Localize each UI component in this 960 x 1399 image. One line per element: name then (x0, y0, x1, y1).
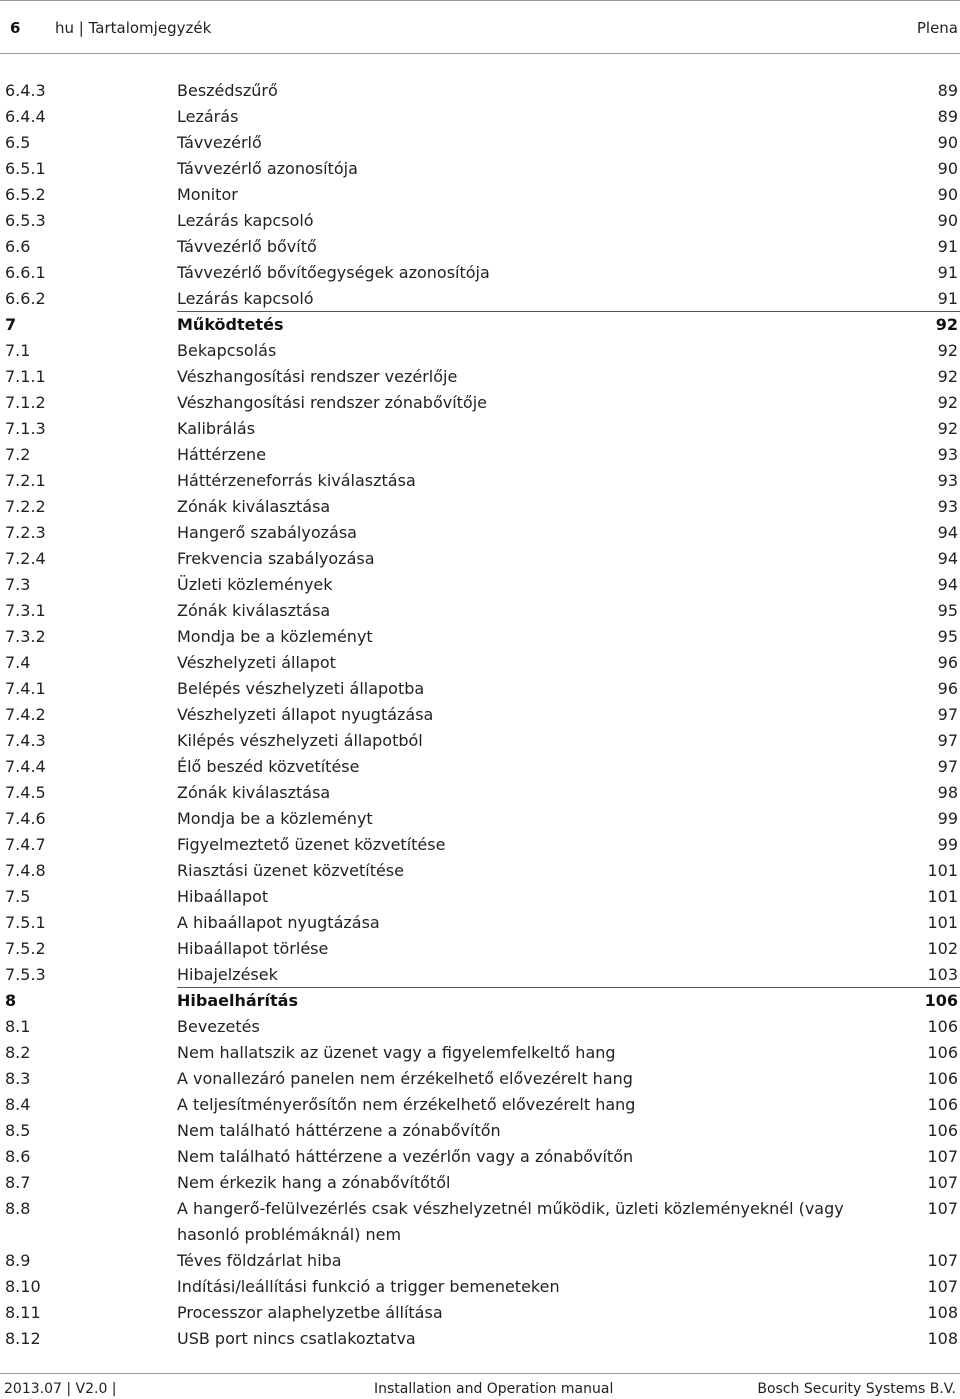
toc-entry-title: Lezárás kapcsoló (177, 289, 314, 308)
toc-entry-page: 98 (937, 783, 958, 802)
toc-row[interactable] (0, 702, 960, 728)
toc-entry-page: 106 (927, 1121, 958, 1140)
toc-entry-title: Távvezérlő (177, 133, 262, 152)
toc-entry-page: 107 (927, 1277, 958, 1296)
toc-row[interactable] (0, 208, 960, 234)
toc-entry-title: Beszédszűrő (177, 81, 278, 100)
toc-row[interactable] (0, 1170, 960, 1196)
toc-entry-title: Háttérzene (177, 445, 267, 464)
toc-entry-title: Zónák kiválasztása (177, 783, 331, 802)
toc-entry-page: 102 (927, 939, 958, 958)
toc-entry-number: 8.6 (5, 1147, 31, 1166)
header-top-rule (0, 0, 960, 1)
toc-entry-number: 7.1.3 (5, 419, 46, 438)
toc-entry-title: Nem található háttérzene a vezérlőn vagy a zónabővítőn (177, 1147, 634, 1166)
toc-entry-title: Hangerő szabályozása (177, 523, 357, 542)
footer-rule (0, 1373, 960, 1374)
toc-row[interactable] (0, 468, 960, 494)
toc-row[interactable] (0, 572, 960, 598)
toc-row[interactable] (0, 1066, 960, 1092)
toc-entry-page: 92 (937, 419, 958, 438)
toc-entry-page: 90 (937, 185, 958, 204)
toc-row[interactable] (0, 832, 960, 858)
toc-entry-page: 108 (927, 1303, 958, 1322)
toc-entry-title: Mondja be a közleményt (177, 627, 373, 646)
toc-entry-number: 8.8 (5, 1199, 31, 1218)
toc-row[interactable] (0, 156, 960, 182)
toc-entry-title: A hangerő-felülvezérlés csak vészhelyzetnél működik, üzleti közleményeknél (vagy hasonló problémáknál) nem (177, 1199, 844, 1244)
toc-entry-page: 91 (937, 237, 958, 256)
toc-row[interactable] (0, 962, 960, 988)
toc-entry-number: 8.1 (5, 1017, 31, 1036)
toc-row[interactable] (0, 1274, 960, 1300)
toc-entry-number: 7 (5, 315, 17, 334)
toc-row[interactable] (0, 1326, 960, 1352)
toc-row[interactable] (0, 234, 960, 260)
toc-entry-title: Hibaelhárítás (177, 991, 298, 1010)
toc-entry-page: 107 (927, 1173, 958, 1192)
toc-row[interactable] (0, 104, 960, 130)
toc-entry-page: 91 (937, 289, 958, 308)
toc-entry-page: 91 (937, 263, 958, 282)
toc-row[interactable] (0, 130, 960, 156)
toc-entry-title: Távvezérlő bővítő (177, 237, 317, 256)
toc-entry-title: Lezárás kapcsoló (177, 211, 314, 230)
toc-entry-page: 99 (937, 809, 958, 828)
toc-entry-number: 7.4.7 (5, 835, 46, 854)
toc-row[interactable] (0, 520, 960, 546)
toc-entry-title: Riasztási üzenet közvetítése (177, 861, 404, 880)
toc-entry-title: Bevezetés (177, 1017, 260, 1036)
toc-entry-page: 93 (937, 445, 958, 464)
toc-row[interactable] (0, 260, 960, 286)
toc-row[interactable] (0, 884, 960, 910)
toc-row[interactable] (0, 858, 960, 884)
toc-row[interactable] (0, 494, 960, 520)
toc-entry-number: 7.5.1 (5, 913, 46, 932)
toc-entry-page: 90 (937, 211, 958, 230)
toc-entry-page: 107 (927, 1199, 958, 1218)
toc-entry-title: Háttérzeneforrás kiválasztása (177, 471, 416, 490)
toc-entry-page: 94 (937, 549, 958, 568)
toc-entry-title: Lezárás (177, 107, 239, 126)
toc-entry-number: 7.3 (5, 575, 31, 594)
toc-entry-title: A teljesítményerősítőn nem érzékelhető elővezérelt hang (177, 1095, 636, 1114)
toc-row[interactable] (0, 624, 960, 650)
toc-entry-title: Zónák kiválasztása (177, 601, 331, 620)
toc-entry-page: 107 (927, 1251, 958, 1270)
toc-entry-number: 7.4 (5, 653, 31, 672)
header-title: hu | Tartalomjegyzék (55, 19, 212, 37)
toc-entry-number: 6.6 (5, 237, 31, 256)
toc-row[interactable] (0, 936, 960, 962)
toc-entry-page: 101 (927, 887, 958, 906)
toc-row[interactable] (0, 1300, 960, 1326)
toc-entry-number: 6.5.2 (5, 185, 46, 204)
toc-row[interactable] (0, 910, 960, 936)
toc-entry-page: 89 (937, 81, 958, 100)
toc-entry-number: 8.5 (5, 1121, 31, 1140)
toc-entry-page: 93 (937, 471, 958, 490)
header-chapter-number: 6 (10, 19, 21, 37)
toc-entry-number: 7.2.1 (5, 471, 46, 490)
toc-entry-number: 7.3.2 (5, 627, 46, 646)
toc-entry-number: 8.4 (5, 1095, 31, 1114)
toc-row[interactable] (0, 390, 960, 416)
toc-entry-page: 92 (935, 315, 958, 334)
toc-entry-title: Távvezérlő bővítőegységek azonosítója (177, 263, 490, 282)
toc-chapter-row[interactable] (0, 988, 960, 1014)
toc-row[interactable] (0, 650, 960, 676)
toc-entry-title: Monitor (177, 185, 238, 204)
page-header (0, 0, 960, 54)
toc-row[interactable] (0, 598, 960, 624)
toc-entry-title: Vészhelyzeti állapot nyugtázása (177, 705, 434, 724)
toc-entry-title: A hibaállapot nyugtázása (177, 913, 380, 932)
toc-entry-page: 106 (927, 1069, 958, 1088)
toc-entry-number: 7.1 (5, 341, 31, 360)
toc-entry-title: Vészhelyzeti állapot (177, 653, 336, 672)
toc-entry-title: Nem található háttérzene a zónabővítőn (177, 1121, 501, 1140)
toc-entry-number: 7.4.2 (5, 705, 46, 724)
toc-entry-title: Figyelmeztető üzenet közvetítése (177, 835, 446, 854)
toc-entry-title: USB port nincs csatlakoztatva (177, 1329, 416, 1348)
toc-entry-number: 7.1.1 (5, 367, 46, 386)
toc-entry-page: 107 (927, 1147, 958, 1166)
toc-row[interactable] (0, 1196, 960, 1248)
toc-row[interactable] (0, 338, 960, 364)
toc-entry-number: 7.2.4 (5, 549, 46, 568)
toc-entry-title: Vészhangosítási rendszer vezérlője (177, 367, 458, 386)
toc-row[interactable] (0, 78, 960, 104)
toc-entry-page: 106 (927, 1043, 958, 1062)
toc-entry-page: 108 (927, 1329, 958, 1348)
toc-entry-number: 7.4.3 (5, 731, 46, 750)
toc-entry-number: 6.4.3 (5, 81, 46, 100)
toc-entry-page: 92 (937, 341, 958, 360)
toc-entry-number: 7.4.5 (5, 783, 46, 802)
toc-entry-title: Nem érkezik hang a zónabővítőtől (177, 1173, 451, 1192)
toc-entry-title: Élő beszéd közvetítése (177, 757, 360, 776)
toc-entry-number: 7.4.8 (5, 861, 46, 880)
toc-entry-title: A vonallezáró panelen nem érzékelhető elővezérelt hang (177, 1069, 633, 1088)
toc-entry-title: Hibaállapot törlése (177, 939, 329, 958)
toc-entry-page: 99 (937, 835, 958, 854)
toc-entry-page: 93 (937, 497, 958, 516)
toc-entry-page: 97 (937, 757, 958, 776)
toc-entry-title: Processzor alaphelyzetbe állítása (177, 1303, 443, 1322)
toc-entry-number: 7.3.1 (5, 601, 46, 620)
toc-entry-title: Nem hallatszik az üzenet vagy a figyelemfelkeltő hang (177, 1043, 616, 1062)
toc-entry-number: 8.2 (5, 1043, 31, 1062)
toc-entry-page: 106 (927, 1017, 958, 1036)
footer-company: Bosch Security Systems B.V. (757, 1381, 956, 1397)
toc-row[interactable] (0, 286, 960, 312)
footer-document-type: Installation and Operation manual (374, 1381, 614, 1397)
header-product-name: Plena (916, 19, 958, 37)
toc-entry-number: 7.5.2 (5, 939, 46, 958)
toc-entry-number: 8.9 (5, 1251, 31, 1270)
toc-entry-number: 8.11 (5, 1303, 41, 1322)
toc-row[interactable] (0, 416, 960, 442)
toc-entry-page: 97 (937, 731, 958, 750)
toc-entry-number: 6.6.2 (5, 289, 46, 308)
toc-entry-title: Frekvencia szabályozása (177, 549, 375, 568)
toc-entry-number: 7.5 (5, 887, 31, 906)
toc-entry-number: 7.4.6 (5, 809, 46, 828)
toc-entry-number: 7.2.2 (5, 497, 46, 516)
toc-entry-page: 106 (927, 1095, 958, 1114)
toc-entry-number: 6.5 (5, 133, 31, 152)
toc-row[interactable] (0, 728, 960, 754)
toc-entry-number: 7.5.3 (5, 965, 46, 984)
toc-row[interactable] (0, 806, 960, 832)
toc-entry-number: 8 (5, 991, 17, 1010)
toc-entry-page: 92 (937, 393, 958, 412)
toc-entry-title: Zónák kiválasztása (177, 497, 331, 516)
toc-entry-page: 97 (937, 705, 958, 724)
toc-entry-page: 92 (937, 367, 958, 386)
toc-entry-number: 8.12 (5, 1329, 41, 1348)
toc-row[interactable] (0, 1014, 960, 1040)
toc-row[interactable] (0, 1144, 960, 1170)
toc-entry-page: 95 (937, 627, 958, 646)
toc-entry-title: Indítási/leállítási funkció a trigger bemeneteken (177, 1277, 560, 1296)
toc-entry-number: 6.5.3 (5, 211, 46, 230)
toc-entry-page: 96 (937, 679, 958, 698)
toc-entry-number: 8.10 (5, 1277, 41, 1296)
toc-row[interactable] (0, 1040, 960, 1066)
toc-entry-title: Bekapcsolás (177, 341, 277, 360)
toc-entry-page: 106 (924, 991, 958, 1010)
toc-entry-page: 96 (937, 653, 958, 672)
toc-entry-title: Kalibrálás (177, 419, 256, 438)
toc-entry-number: 7.2.3 (5, 523, 46, 542)
toc-entry-page: 101 (927, 913, 958, 932)
toc-entry-title: Távvezérlő azonosítója (177, 159, 358, 178)
toc-entry-page: 101 (927, 861, 958, 880)
toc-entry-number: 7.1.2 (5, 393, 46, 412)
toc-entry-number: 7.4.4 (5, 757, 46, 776)
toc-entry-title: Üzleti közlemények (177, 575, 333, 594)
toc-entry-number: 6.6.1 (5, 263, 46, 282)
toc-entry-title: Téves földzárlat hiba (177, 1251, 342, 1270)
toc-row[interactable] (0, 546, 960, 572)
page-footer (0, 1373, 960, 1399)
toc-entry-title: Hibaállapot (177, 887, 269, 906)
toc-entry-title: Belépés vészhelyzeti állapotba (177, 679, 425, 698)
toc-entry-title: Kilépés vészhelyzeti állapotból (177, 731, 423, 750)
toc-entry-page: 94 (937, 575, 958, 594)
toc-row[interactable] (0, 780, 960, 806)
toc-row[interactable] (0, 1092, 960, 1118)
toc-row[interactable] (0, 1118, 960, 1144)
toc-row[interactable] (0, 442, 960, 468)
toc-entry-number: 7.4.1 (5, 679, 46, 698)
table-of-contents (0, 78, 960, 1352)
toc-entry-title: Vészhangosítási rendszer zónabővítője (177, 393, 487, 412)
toc-entry-title: Mondja be a közleményt (177, 809, 373, 828)
toc-entry-number: 6.4.4 (5, 107, 46, 126)
toc-row[interactable] (0, 182, 960, 208)
toc-entry-number: 6.5.1 (5, 159, 46, 178)
toc-row[interactable] (0, 676, 960, 702)
toc-entry-page: 94 (937, 523, 958, 542)
toc-entry-page: 90 (937, 159, 958, 178)
toc-row[interactable] (0, 364, 960, 390)
toc-entry-page: 103 (927, 965, 958, 984)
toc-entry-number: 8.3 (5, 1069, 31, 1088)
toc-row[interactable] (0, 1248, 960, 1274)
toc-row[interactable] (0, 754, 960, 780)
toc-entry-page: 90 (937, 133, 958, 152)
toc-entry-number: 8.7 (5, 1173, 31, 1192)
toc-entry-page: 89 (937, 107, 958, 126)
toc-entry-title: Hibajelzések (177, 965, 278, 984)
toc-entry-title: Működtetés (177, 315, 284, 334)
toc-entry-number: 7.2 (5, 445, 31, 464)
toc-chapter-row[interactable] (0, 312, 960, 338)
toc-entry-page: 95 (937, 601, 958, 620)
header-bottom-rule (0, 53, 960, 54)
footer-version: 2013.07 | V2.0 | (4, 1381, 117, 1397)
